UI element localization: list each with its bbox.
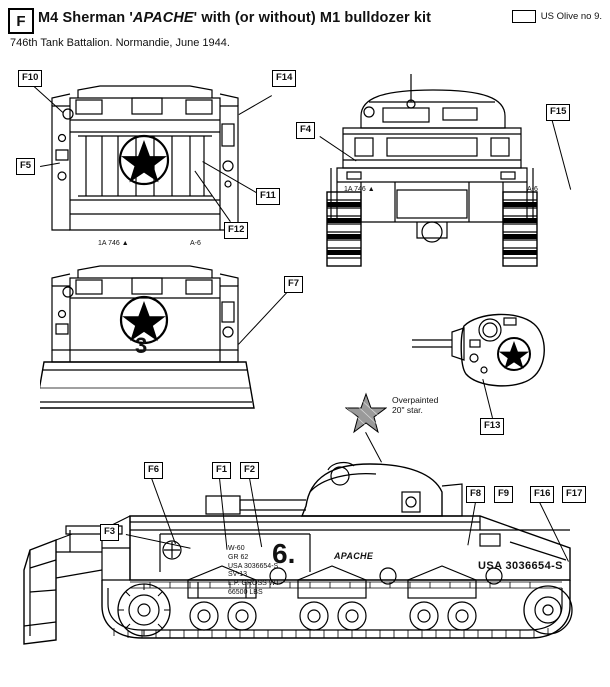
marking-front-right-code: A-6 (190, 240, 201, 247)
callout-f7[interactable]: F7 (284, 276, 303, 293)
callout-f10[interactable]: F10 (18, 70, 42, 87)
callout-f4[interactable]: F4 (296, 122, 315, 139)
overpainted-star (345, 392, 387, 434)
callout-f13[interactable]: F13 (480, 418, 504, 435)
callout-f15[interactable]: F15 (546, 104, 570, 121)
callout-f11[interactable]: F11 (256, 188, 280, 205)
callout-f14[interactable]: F14 (272, 70, 296, 87)
title-rest-text: ' with (or without) M1 bulldozer kit (193, 10, 432, 26)
title-italic-text: APACHE (132, 10, 194, 26)
view-top-dozer (40, 262, 290, 422)
overpainted-note (392, 396, 438, 416)
callout-f1[interactable]: F1 (212, 462, 231, 479)
color-swatch (512, 10, 536, 23)
view-top-plain (40, 80, 270, 240)
title-main-text: M4 Sherman ' (38, 10, 133, 26)
view-rear (325, 72, 575, 272)
color-legend (512, 10, 602, 23)
page-subtitle: 746th Tank Battalion. Normandie, June 1944. (10, 37, 230, 49)
callout-f8[interactable]: F8 (466, 486, 485, 503)
color-legend-label: US Olive no 9. (540, 11, 602, 22)
callout-f6[interactable]: F6 (144, 462, 163, 479)
data-block-l3: USA 3036654-S (228, 562, 279, 570)
page-title (38, 10, 431, 26)
callout-f5[interactable]: F5 (16, 158, 35, 175)
data-block-l5: L.P. GROSS WT (228, 580, 280, 587)
data-block-l4: SV-13 (228, 571, 248, 579)
overpainted-note-line1: Overpainted (392, 395, 439, 405)
overpainted-note-line2: 20" star. (392, 404, 423, 415)
data-block-l2: GR 62 (228, 553, 249, 561)
marking-rear-right-code: A-6 (527, 186, 538, 193)
callout-f2[interactable]: F2 (240, 462, 259, 479)
marking-hull-number-side: 6. (272, 538, 296, 569)
marking-front-left-code: 1A 746 ▲ (98, 240, 129, 247)
data-block-l6: 66500 LBS (228, 588, 263, 596)
marking-hull-number-top: 3 (135, 333, 148, 358)
callout-f17[interactable]: F17 (562, 486, 586, 503)
callout-f16[interactable]: F16 (530, 486, 554, 503)
sheet-letter-badge: F (8, 8, 34, 34)
callout-f9[interactable]: F9 (494, 486, 513, 503)
view-side (10, 430, 606, 680)
callout-f12[interactable]: F12 (224, 222, 248, 239)
callout-f3[interactable]: F3 (100, 524, 119, 541)
view-turret-top (408, 300, 568, 410)
marking-serial: USA 3036654-S (478, 560, 563, 572)
data-block-l1: W-60 (228, 545, 245, 552)
marking-nickname: APACHE (334, 551, 374, 561)
marking-rear-left-code: 1A 746 ▲ (344, 186, 375, 193)
